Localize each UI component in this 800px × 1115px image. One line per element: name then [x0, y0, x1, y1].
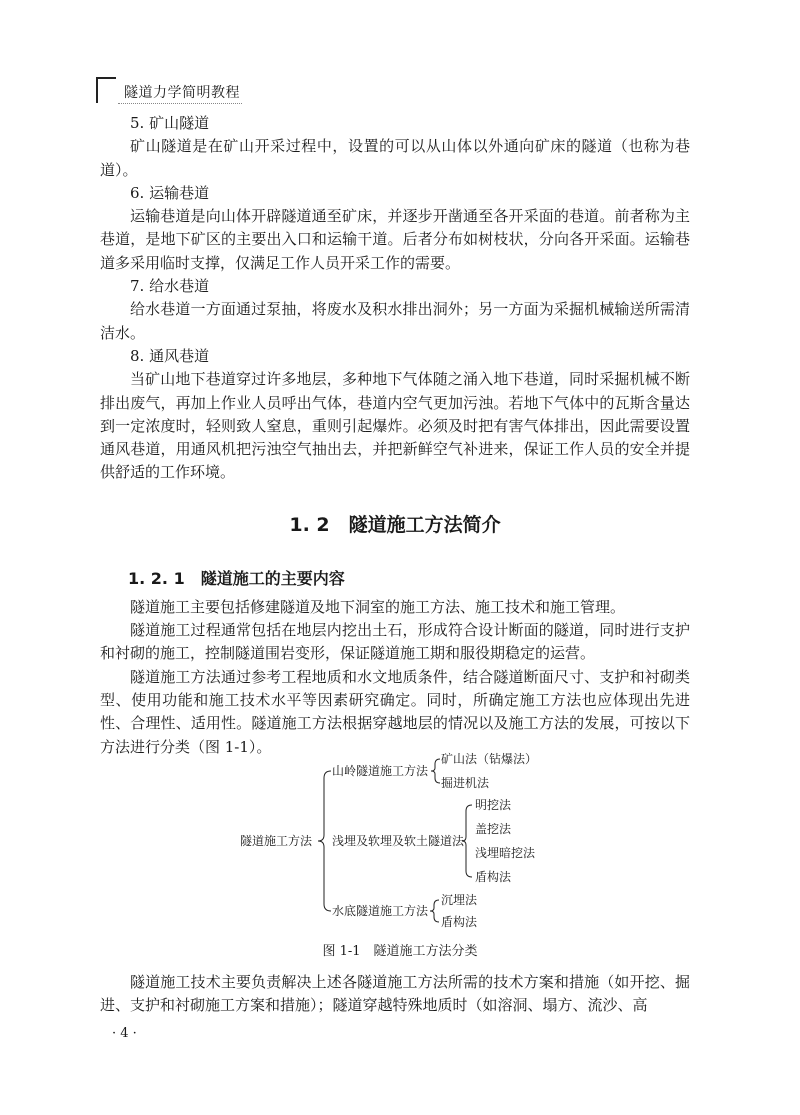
leaf-shield-2: 盾构法	[441, 915, 478, 929]
running-header-title: 隧道力学简明教程	[124, 85, 240, 101]
item-text-8: 当矿山地下巷道穿过许多地层，多种地下气体随之涌入地下巷道，同时采掘机械不断排出废气，再加上作业人员呼出气体，巷道内空气更加污浊。若地下气体中的瓦斯含量达到一定浓度时，轻则致人窒息，重则引起爆炸。必须及时把有害气体排出，因此需要设置通风巷道，用通风机把污浊空气抽出去，并把新鲜空气补进来，保证工作人员的安全并提供舒适的工作环境。	[100, 370, 690, 482]
item-text-7: 给水巷道一方面通过泵抽，将废水及积水排出洞外；另一方面为采掘机械输送所需清洁水。	[100, 300, 690, 342]
subsection-paragraph-3: 隧道施工方法通过参考工程地质和水文地质条件，结合隧道断面尺寸、支护和衬砌类型、使用功能和施工技术水平等因素研究确定。同时，所确定施工方法也应体现出先进性、合理性、适用性。隧道施工方法根据穿越地层的情况以及施工方法的发展，可按以下方法进行分类（图 1-1）。	[100, 667, 690, 756]
main-brace	[318, 771, 331, 911]
subsection-paragraph-2: 隧道施工过程通常包括在地层内挖出土石，形成符合设计断面的隧道，同时进行支护和衬砌的施工，控制隧道围岩变形，保证隧道施工期和服役期稳定的运营。	[100, 621, 690, 663]
item-heading-6: 6. 运输巷道	[130, 183, 210, 202]
branch-shallow: 浅埋及软埋及软土隧道法	[332, 834, 465, 848]
page-body	[100, 112, 690, 759]
leaf-shield-1: 盾构法	[475, 870, 512, 884]
item-heading-7: 7. 给水巷道	[130, 277, 210, 296]
item-text-6: 运输巷道是向山体开辟隧道通至矿床，并逐步开凿通至各开采面的巷道。前者称为主巷道，是地下矿区的主要出入口和运输干道。后者分布如树枝状，分向各开采面。运输巷道多采用临时支撑，仅满足工作人员开采工作的需要。	[100, 207, 690, 272]
diagram-root: 隧道施工方法	[240, 834, 313, 848]
leaf-open-cut: 明挖法	[475, 798, 512, 812]
figure-caption: 图 1-1 隧道施工方法分类	[322, 944, 478, 959]
leaf-immersed-tube: 沉埋法	[441, 893, 478, 907]
brace-underwater	[430, 900, 439, 922]
subsection-paragraph-1: 隧道施工主要包括修建隧道及地下洞室的施工方法、施工技术和施工管理。	[130, 597, 626, 616]
branch-underwater: 水底隧道施工方法	[332, 904, 429, 918]
brace-mountain	[431, 759, 440, 783]
leaf-shallow-mining: 浅埋暗挖法	[475, 846, 536, 860]
leaf-drill-blast: 矿山法（钻爆法）	[441, 752, 538, 766]
item-heading-5: 5. 矿山隧道	[130, 114, 210, 132]
header-corner-mark	[96, 77, 116, 103]
item-heading-8: 8. 通风巷道	[130, 346, 210, 365]
header-rule	[118, 103, 242, 104]
bottom-paragraph: 隧道施工技术主要负责解决上述各隧道施工方法所需的技术方案和措施（如开挖、掘进、支护和衬砌施工方案和措施）；隧道穿越特殊地质时（如溶洞、塌方、流沙、高	[100, 973, 690, 1015]
leaf-cover-cut: 盖挖法	[475, 822, 512, 836]
classification-diagram	[240, 745, 570, 935]
branch-mountain: 山岭隧道施工方法	[332, 764, 429, 778]
page-number: · 4 ·	[112, 1026, 137, 1041]
subsection-title: 1. 2. 1 隧道施工的主要内容	[128, 568, 345, 588]
item-text-5: 矿山隧道是在矿山开采过程中，设置的可以从山体以外通向矿床的隧道（也称为巷道）。	[100, 137, 690, 179]
leaf-tbm: 掘进机法	[441, 776, 490, 790]
section-title: 1. 2 隧道施工方法简介	[289, 513, 501, 536]
bottom-text	[100, 971, 690, 1018]
